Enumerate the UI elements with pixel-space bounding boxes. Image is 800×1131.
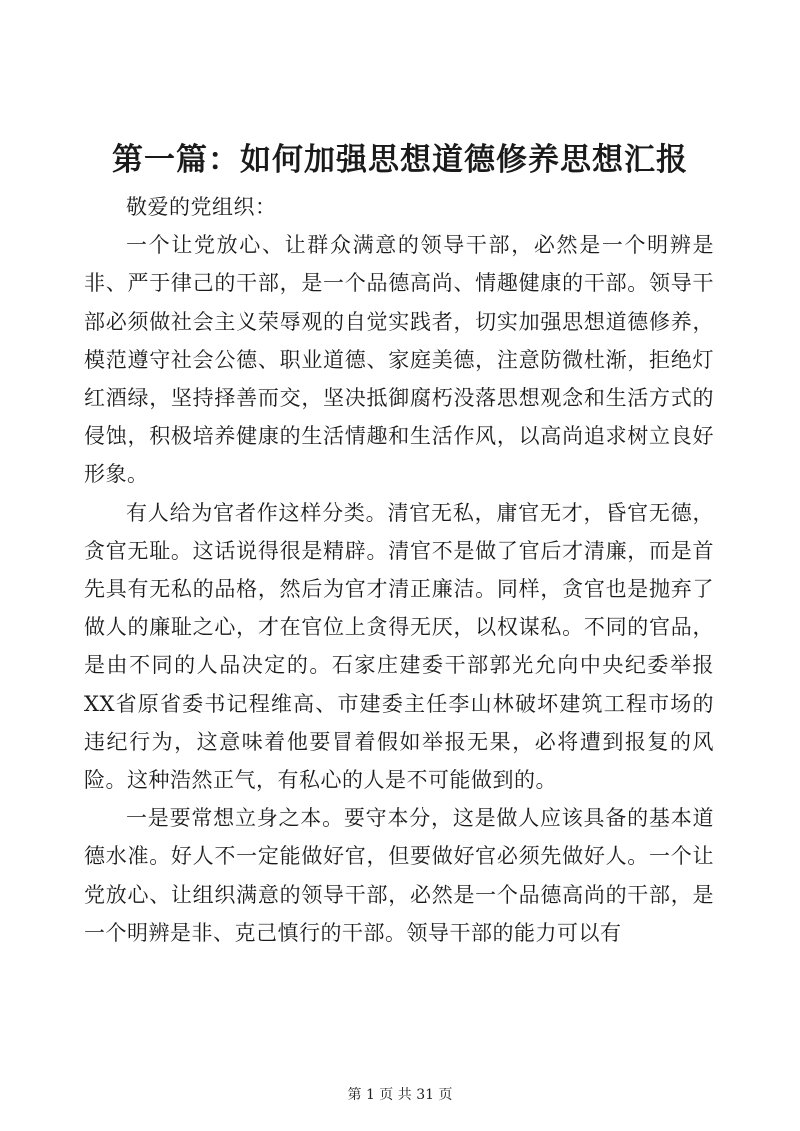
body-paragraph-3: 一是要常想立身之本。要守本分，这是做人应该具备的基本道德水准。好人不一定能做好官，但要做好官必须先做好人。一个让党放心、让组织满意的领导干部，必然是一个品德高尚的干部，是一个明辨是非、克己慎行的干部。领导干部的能力可以有 bbox=[84, 806, 714, 945]
body-paragraph-1: 一个让党放心、让群众满意的领导干部，必然是一个明辨是非、严于律己的干部，是一个品德高尚、情趣健康的干部。领导干部必须做社会主义荣辱观的自觉实践者，切实加强思想道德修养，模范遵守社会公德、职业道德、家庭美德，注意防微杜渐，拒绝灯红酒绿，坚持择善而交，坚决抵御腐朽没落思想观念和生活方式的侵蚀，积极培养健康的生活情趣和生活作风，以高尚追求树立良好形象。 bbox=[84, 233, 714, 487]
document-title: 第一篇：如何加强思想道德修养思想汇报 bbox=[112, 142, 688, 178]
salutation-paragraph: 敬爱的党组织： bbox=[126, 195, 277, 219]
page-number-footer: 第 1 页 共 31 页 bbox=[347, 1087, 453, 1103]
document-body bbox=[84, 188, 714, 952]
body-paragraph-2: 有人给为官者作这样分类。清官无私，庸官无才，昏官无德，贪官无耻。这话说得很是精辟。清官不是做了官后才清廉，而是首先具有无私的品格，然后为官才清正廉洁。同样，贪官也是抛弃了做人的廉耻之心，才在官位上贪得无厌，以权谋私。不同的官品，是由不同的人品决定的。石家庄建委干部郭光允向中央纪委举报XX省原省委书记程维高、市建委主任李山林破坏建筑工程市场的违纪行为，这意味着他要冒着假如举报无果，必将遭到报复的风险。这种浩然正气，有私心的人是不可能做到的。 bbox=[84, 500, 714, 793]
